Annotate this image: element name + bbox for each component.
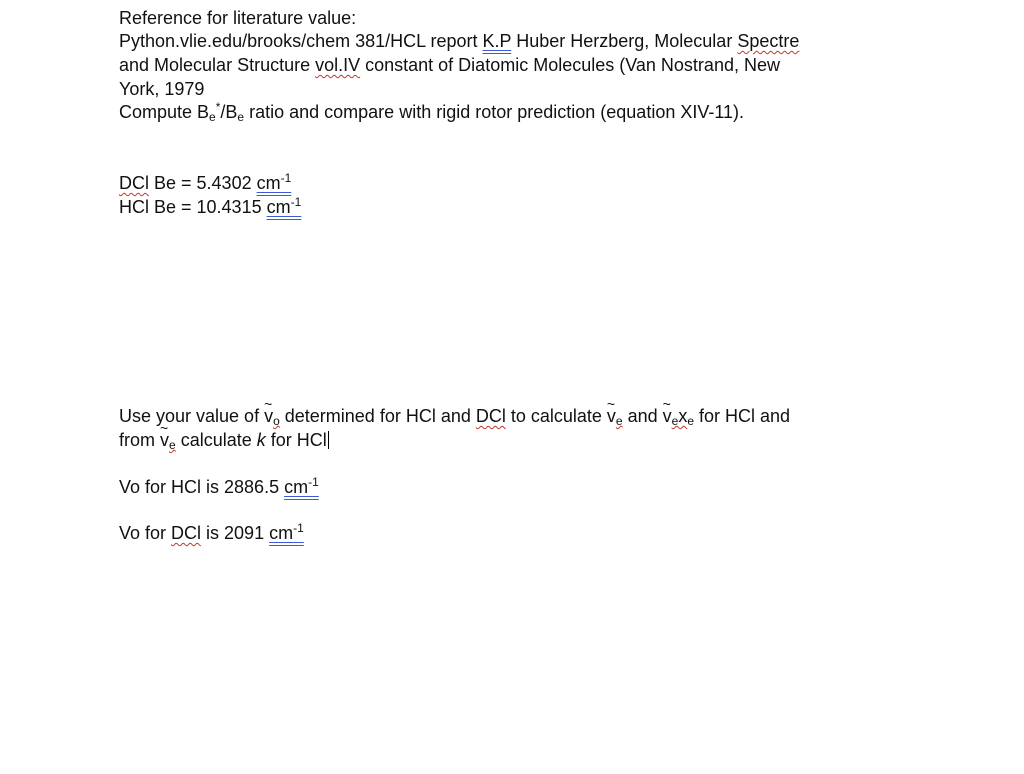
hcl-be-line: HCl Be = 10.4315 $cm^{-1}$: [119, 195, 302, 217]
task-line-2: from ~ ve calculate k for HCl: [119, 429, 329, 452]
spelling-flag-vol: vol.IV: [315, 55, 361, 75]
unit-cm: $cm^{-1}$: [256, 171, 292, 193]
dcl-vo-line: Vo for DCl is 2091 $cm^{-1}$: [119, 521, 304, 543]
author-initials: K.P: [482, 31, 512, 51]
spelling-flag-dcl-vo: DCl: [171, 523, 202, 543]
spelling-flag-dcl-task: DCl: [475, 406, 506, 426]
unit-cm: $cm^{-1}$: [266, 195, 302, 217]
reference-line-3: and Molecular Structure vol.IV constant of Diatomic Molecules (Van Nostrand, New: [119, 55, 780, 75]
reference-line-2: Python.vlie.edu/brooks/chem 381/HCL report K.P Huber Herzberg, Molecular Spectre: [119, 31, 800, 51]
symbol-v-e-x-e: ~ vex: [663, 406, 688, 426]
spelling-flag-spectre: Spectre: [737, 31, 800, 51]
compute-instruction: Compute $B_e^*/B_e$ ratio and compare with rigid rotor prediction (equation XIV-11).: [119, 100, 745, 124]
task-line-1: Use your value of ~ vo determined for HCl and DCl to calculate ~ ve and ~ vexe for HCl and: [119, 405, 790, 428]
text-cursor[interactable]: [328, 431, 329, 449]
symbol-v-o: ~ vo: [264, 406, 280, 426]
hcl-vo-line: Vo for HCl is 2886.5 $cm^{-1}$: [119, 475, 319, 497]
symbol-v-e-2: ~ ve: [160, 430, 176, 450]
unit-cm: $cm^{-1}$: [284, 475, 319, 497]
unit-cm: $cm^{-1}$: [269, 521, 304, 543]
reference-heading: Reference for literature value:: [119, 8, 357, 28]
dcl-be-line: DCl Be = 5.4302 $cm^{-1}$: [119, 171, 292, 193]
spelling-flag-dcl: DCl: [119, 173, 149, 193]
symbol-v-e: ~ ve: [607, 406, 623, 426]
reference-line-4: York, 1979: [119, 79, 205, 99]
